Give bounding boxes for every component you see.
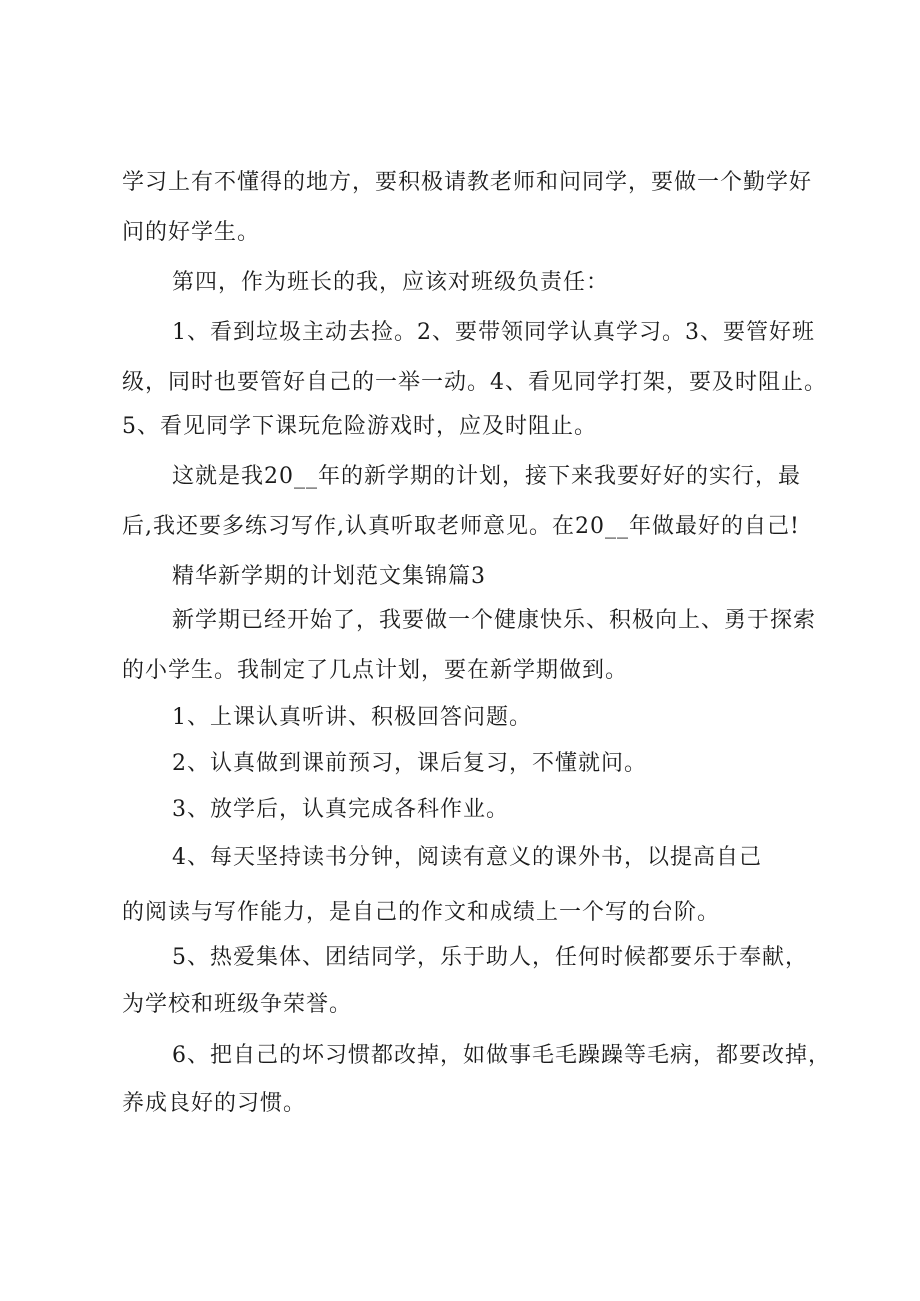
body-line: 这就是我20__年的新学期的计划，接下来我要好好的实行，最 bbox=[172, 464, 801, 489]
body-line: 级，同时也要管好自己的一举一动。4、看见同学打架，要及时阻止。 bbox=[122, 370, 827, 395]
body-line: 问的好学生。 bbox=[122, 220, 261, 245]
list-item-continuation: 养成良好的习惯。 bbox=[122, 1091, 307, 1116]
list-item: 6、把自己的坏习惯都改掉，如做事毛毛躁躁等毛病，都要改掉， bbox=[172, 1043, 831, 1068]
body-line: 学习上有不懂得的地方，要积极请教老师和问同学，要做一个勤学好 bbox=[122, 170, 813, 195]
body-line: 1、看到垃圾主动去捡。2、要带领同学认真学习。3、要管好班 bbox=[172, 320, 815, 345]
body-line: 第四，作为班长的我，应该对班级负责任： bbox=[172, 270, 610, 295]
list-item: 3、放学后，认真完成各科作业。 bbox=[172, 797, 509, 822]
body-line: 5、看见同学下课玩危险游戏时，应及时阻止。 bbox=[122, 414, 597, 439]
section-heading: 精华新学期的计划范文集锦篇3 bbox=[172, 564, 486, 589]
list-item: 2、认真做到课前预习，课后复习，不懂就问。 bbox=[172, 751, 647, 776]
body-line: 新学期已经开始了，我要做一个健康快乐、积极向上、勇于探索 bbox=[172, 608, 817, 633]
list-item: 1、上课认真听讲、积极回答问题。 bbox=[172, 705, 532, 730]
body-line: 的小学生。我制定了几点计划，要在新学期做到。 bbox=[122, 658, 629, 683]
list-item: 5、热爱集体、团结同学，乐于助人，任何时候都要乐于奉献， bbox=[172, 945, 808, 970]
list-item-continuation: 的阅读与写作能力，是自己的作文和成绩上一个写的台阶。 bbox=[122, 900, 721, 925]
body-line: 后,我还要多练习写作,认真听取老师意见。在20__年做最好的自己! bbox=[122, 514, 800, 539]
list-item: 4、每天坚持读书分钟，阅读有意义的课外书，以提高自己 bbox=[172, 845, 762, 870]
list-item-continuation: 为学校和班级争荣誉。 bbox=[122, 992, 353, 1017]
